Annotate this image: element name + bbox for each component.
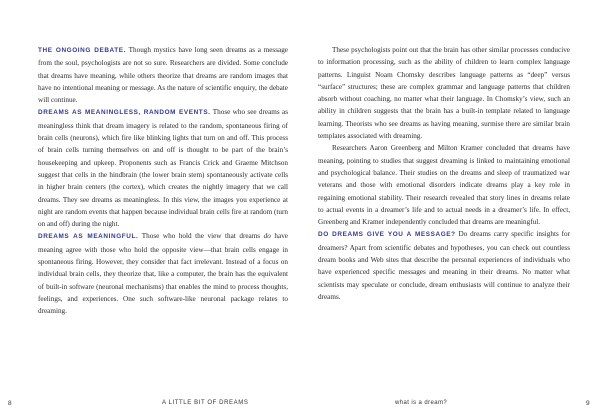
paragraph-text: Those who see dreams as meaningless think that dream imagery is related to the random, spontaneous firing of brain cells (neurons), which fire like blinking lights that turn on and off. This process of brain cells turning themselves on and off is thought to be part of the brain’s housekeeping and upkeep. Proponents such as Francis Crick and Graeme Mitchson suggest that cells in the hindbrain (the lower brain stem) spontaneously activate cells in higher brain centers (the cortex), which creates the nightly imagery that we call dreams. They see dreams as meaningless. In this view, the images you experience at night are random events that happen because individual brain cells fire at random (turn on and off) during the night. (38, 108, 288, 229)
running-title-right: what is a dream? (395, 400, 448, 406)
paragraph-ongoing-debate (38, 44, 288, 106)
paragraph-meaningful (38, 230, 288, 317)
paragraph-chomsky: These psychologists point out that the brain has other similar processes conducive to information processing, such as the ability of children to learn complex language patterns. Linguist Noam Chomsky describes language patterns as “deep” versus “surface” structures; these are complex grammar and language patterns that children absorb without coaching, no matter what their language. In Chomsky’s view, such an ability in children suggests that the brain has a built-in template related to language learning. Theorists who see dreams as having meaning, surmise there are similar brain templates associated with dreaming. (318, 46, 570, 141)
page-number-left: 8 (8, 400, 12, 407)
heading-ongoing-debate: THE ONGOING DEBATE. (38, 47, 127, 54)
right-page-text (318, 44, 570, 303)
heading-message: DO DREAMS GIVE YOU A MESSAGE? (318, 231, 456, 239)
paragraph-message (318, 228, 570, 303)
left-page-text (38, 44, 288, 318)
emphasis-word: do (263, 232, 271, 241)
paragraph-greenberg-kramer: Researchers Aaron Greenberg and Milton Kramer concluded that dreams have meaning, pointing to studies that suggest dreaming is linked to maintaining emotional and psychological balance. Their studies on the dreams and sleep of traumatized war veterans and those with emotional disorders indicate dreams play a key role in regaining emotional stability. Their research revealed that story lines in dreams relate to actual events in a dreamer’s life and to actual needs in a dreamer’s life. In effect, Greenberg and Kramer independently concluded that dreams are meaningful. (318, 144, 570, 227)
heading-meaningless: DREAMS AS MEANINGLESS, RANDOM EVENTS. (38, 109, 211, 117)
paragraph-text: Those who hold the view that dreams (138, 232, 264, 241)
paragraph-text: Do dreams carry specific insights for dreamers? Apart from scientific debates and hypotheses, you can check out countless dream books and Web sites that describe the personal experiences of individuals who have experienced specific messages and meaning in their dreams. No matter what scientists may speculate or conclude, dream enthusiasts will continue to analyze their dreams. (318, 230, 570, 301)
running-title-left: A LITTLE BIT OF DREAMS (162, 400, 249, 406)
paragraph-text: have meaning agree with those who hold the opposite view—that brain cells engage in spontaneous firing. However, they consider that fact irrelevant. Instead of a focus on individual brain cells, they theorize that, like a computer, the brain has the equivalent of built-in software (neuronal mechanisms) that enables the mind to process thoughts, feelings, and experiences. One such software-like neuronal package relates to dreaming. (38, 232, 288, 316)
page-number-right: 9 (586, 400, 590, 407)
paragraph-text: Though mystics have long seen dreams as a message from the soul, psychologists are not so sure. Researchers are divided. Some conclude that dreams have meaning, while others theorize that dreams are random images that have no intentional meaning or message. As the nature of scientific enquiry, the debate will continue. (38, 46, 289, 105)
paragraph-meaningless (38, 106, 288, 230)
heading-meaningful: DREAMS AS MEANINGFUL. (38, 233, 139, 241)
